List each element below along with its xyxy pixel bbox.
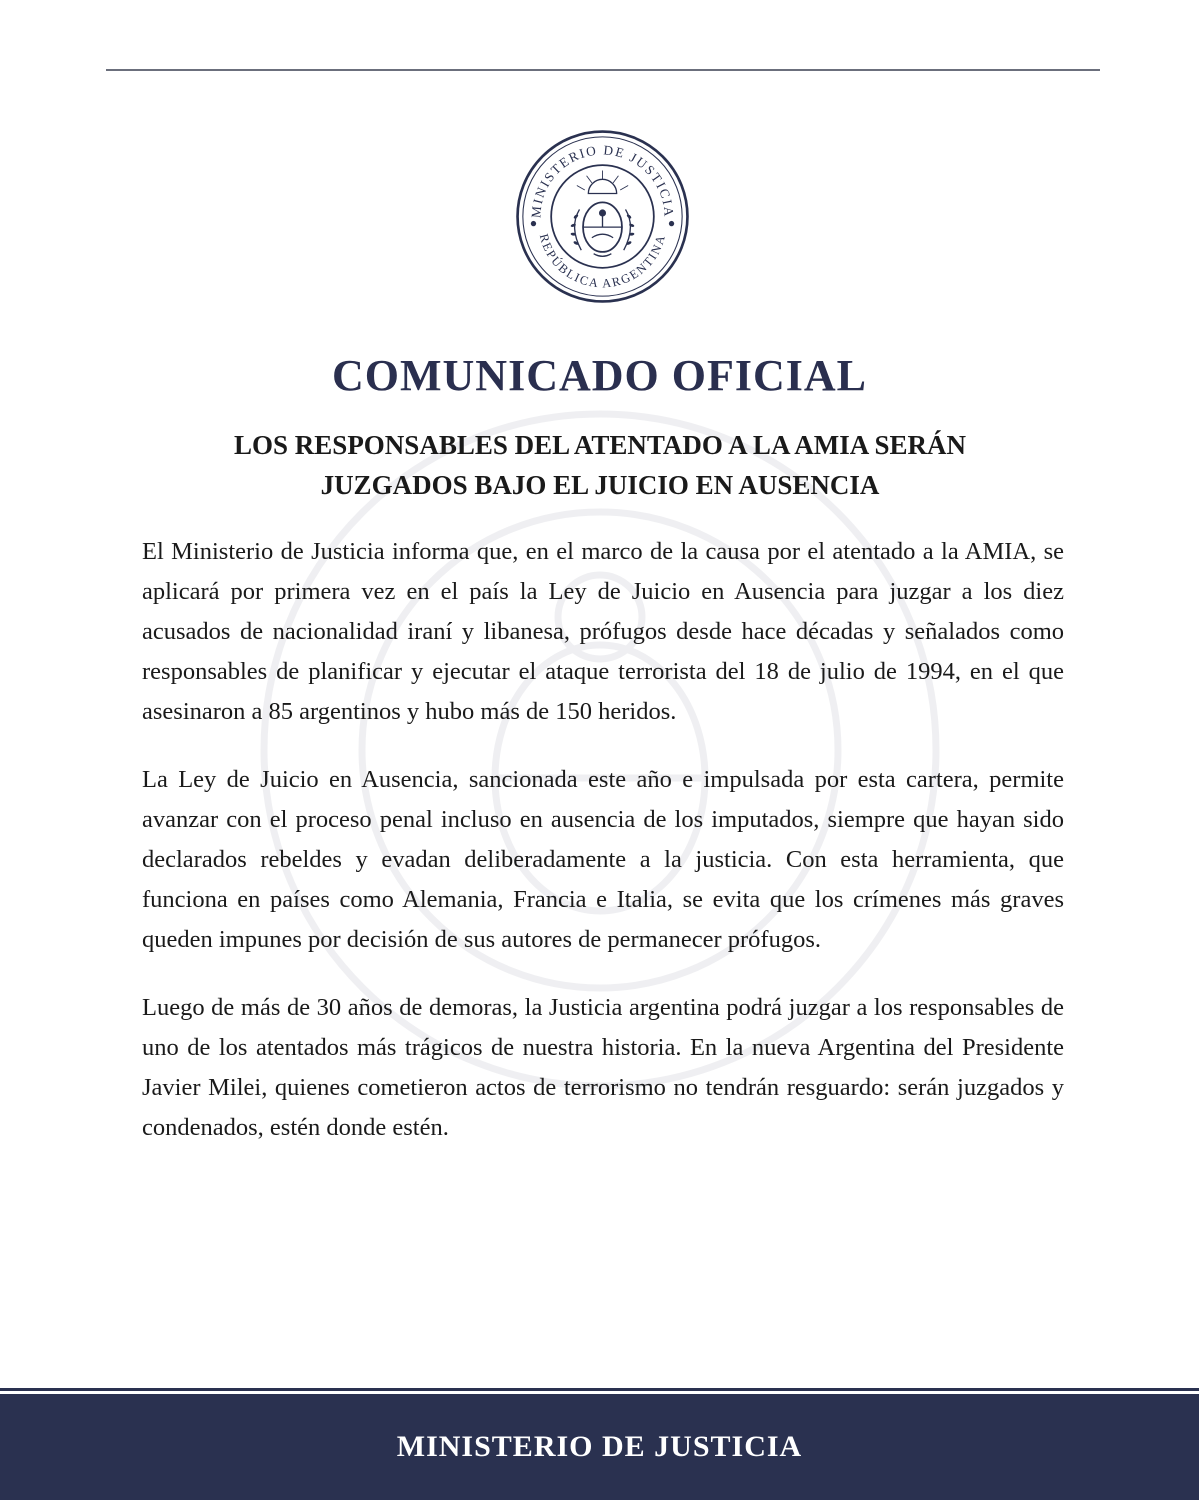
body-paragraph: Luego de más de 30 años de demoras, la Justicia argentina podrá juzgar a los responsables de uno de los atentados más trágicos de nuestra historia. En la nueva Argentina del Presidente Javier Milei, quienes cometieron actos de terrorismo no tendrán resguardo: serán juzgados y condenados, estén donde estén. <box>142 994 1064 1141</box>
page-title: COMUNICADO OFICIAL <box>332 351 867 400</box>
subtitle-line: JUZGADOS BAJO EL JUICIO EN AUSENCIA <box>320 470 880 500</box>
page-subtitle <box>150 425 1050 505</box>
svg-text:REPÚBLICA ARGENTINA: REPÚBLICA ARGENTINA <box>536 232 669 291</box>
statement-body <box>142 532 1064 1176</box>
ministry-seal-logo <box>514 128 691 305</box>
top-divider <box>106 69 1100 71</box>
body-paragraph: La Ley de Juicio en Ausencia, sancionada este año e impulsada por esta cartera, permite avanzar con el proceso penal incluso en ausencia de los imputados, siempre que hayan sido declarados rebeldes y evadan deliberadamente a la justicia. Con esta herramienta, que funciona en países como Alemania, Francia e Italia, se evita que los crímenes más graves queden impunes por decisión de sus autores de permanecer prófugos. <box>142 766 1064 953</box>
body-paragraph: El Ministerio de Justicia informa que, en el marco de la causa por el atentado a la AMIA, se aplicará por primera vez en el país la Ley de Juicio en Ausencia para juzgar a los diez acusados de nacionalidad iraní y libanesa, prófugos desde hace décadas y señalados como responsables de planificar y ejecutar el ataque terrorista del 18 de julio de 1994, en el que asesinaron a 85 argentinos y hubo más de 150 heridos. <box>142 538 1064 725</box>
footer-ministry-name: MINISTERIO DE JUSTICIA <box>396 1430 803 1463</box>
subtitle-line: LOS RESPONSABLES DEL ATENTADO A LA AMIA SERÁN <box>234 430 966 460</box>
footer-divider <box>0 1388 1199 1394</box>
footer-banner <box>0 1388 1199 1500</box>
svg-text:MINISTERIO DE JUSTICIA: MINISTERIO DE JUSTICIA <box>528 142 677 219</box>
